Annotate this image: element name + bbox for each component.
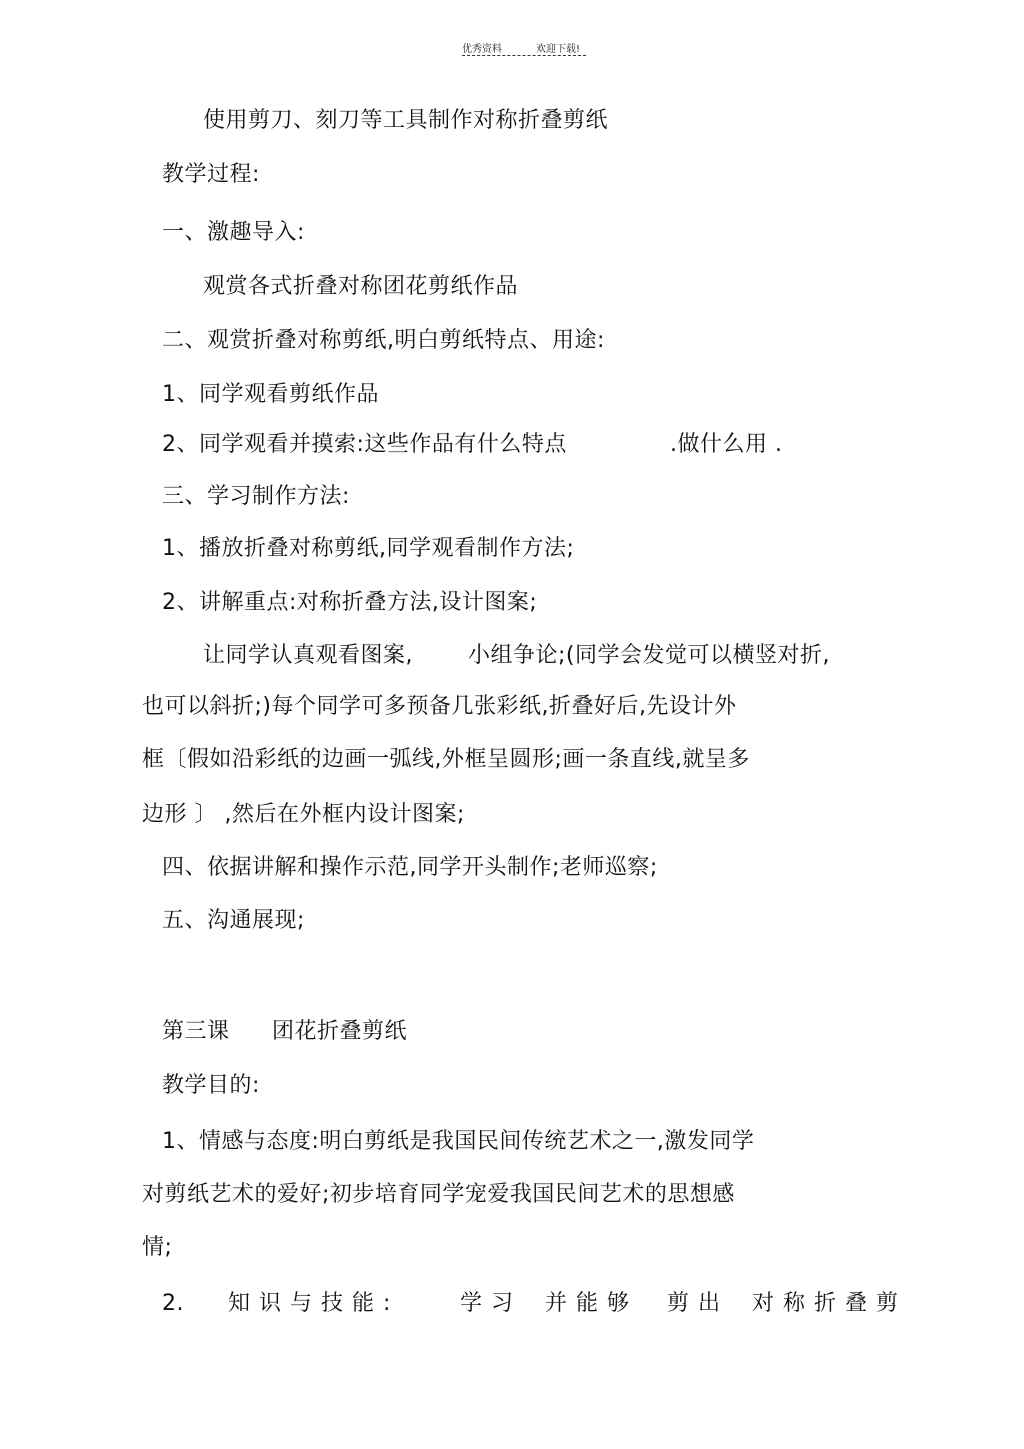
lesson-number: 第三课 xyxy=(162,1019,230,1044)
text-line: 剪出 xyxy=(667,1291,730,1316)
text-line: .做什么用 . xyxy=(670,432,783,457)
text-line: 四、依据讲解和操作示范,同学开头制作;老师巡察; xyxy=(162,855,658,880)
text-line: 知识与技能: xyxy=(228,1291,400,1316)
text-line: 教学过程: xyxy=(162,162,260,187)
text-line: 情; xyxy=(142,1235,173,1260)
text-line: 2. xyxy=(162,1291,184,1316)
header-divider xyxy=(462,55,586,56)
text-line: 2、讲解重点:对称折叠方法,设计图案; xyxy=(162,590,538,615)
text-line: 1、播放折叠对称剪纸,同学观看制作方法; xyxy=(162,536,575,561)
text-line: 学习 xyxy=(460,1291,523,1316)
text-line: 也可以斜折;)每个同学可多预备几张彩纸,折叠好后,先设计外 xyxy=(142,694,737,719)
text-line: 对称折叠剪 xyxy=(752,1291,908,1316)
text-line: 使用剪刀、刻刀等工具制作对称折叠剪纸 xyxy=(203,108,609,133)
text-line: 一、激趣导入: xyxy=(162,220,305,245)
text-line: 边形 〕 ,然后在外框内设计图案; xyxy=(142,802,465,827)
header-left-text: 优秀资料 xyxy=(462,44,502,55)
text-line: 三、学习制作方法: xyxy=(162,484,350,509)
text-line: 小组争论;(同学会发觉可以横竖对折, xyxy=(468,643,830,668)
lesson-title: 团花折叠剪纸 xyxy=(272,1019,408,1044)
text-line: 并能够 xyxy=(545,1291,639,1316)
text-line: 2、同学观看并摸索:这些作品有什么特点 xyxy=(162,432,567,457)
text-line: 让同学认真观看图案, xyxy=(203,643,413,668)
header-right-text: 欢迎下载! xyxy=(536,44,581,55)
text-line: 五、沟通展现; xyxy=(162,908,305,933)
text-line: 对剪纸艺术的爱好;初步培育同学宠爱我国民间艺术的思想感 xyxy=(142,1182,735,1207)
text-line: 1、同学观看剪纸作品 xyxy=(162,382,379,407)
text-line: 1、情感与态度:明白剪纸是我国民间传统艺术之一,激发同学 xyxy=(162,1129,755,1154)
text-line: 二、观赏折叠对称剪纸,明白剪纸特点、用途: xyxy=(162,328,605,353)
text-line: 观赏各式折叠对称团花剪纸作品 xyxy=(203,274,519,299)
text-line: 框〔假如沿彩纸的边画一弧线,外框呈圆形;画一条直线,就呈多 xyxy=(142,747,750,772)
text-line: 教学目的: xyxy=(162,1073,260,1098)
